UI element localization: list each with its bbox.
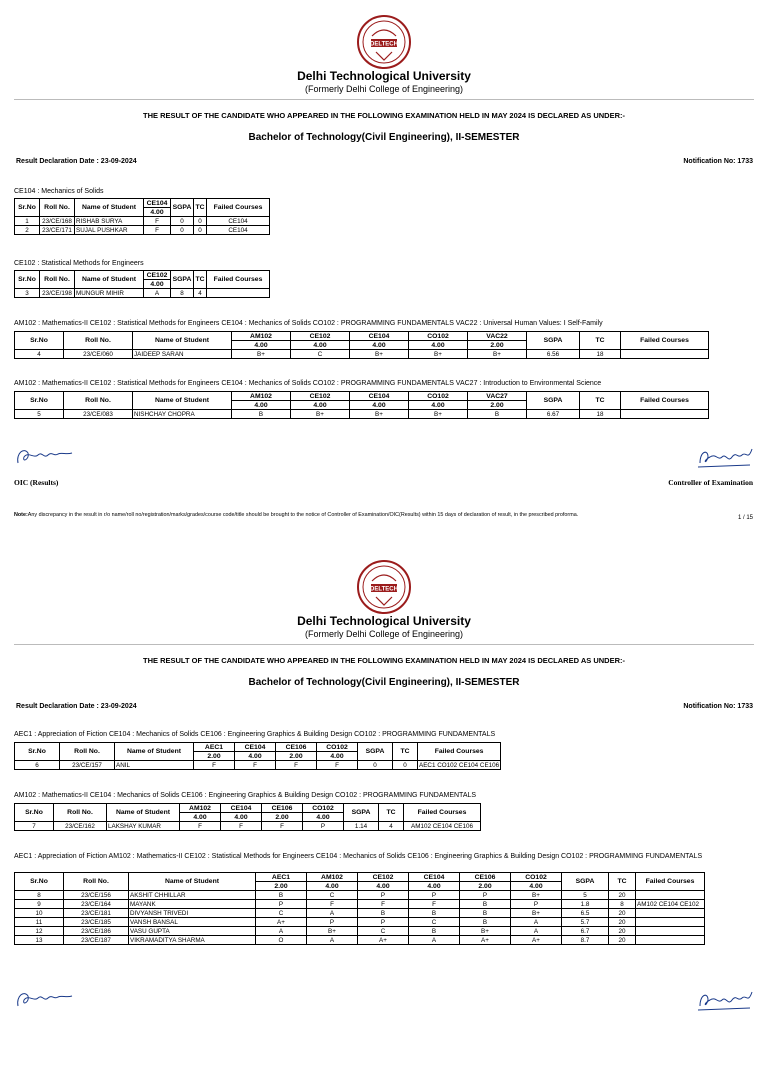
cell-srno: 5 — [15, 410, 64, 419]
cell-srno: 1 — [15, 217, 40, 226]
result-table — [14, 270, 270, 298]
course-credit: 4.00 — [144, 280, 171, 289]
course-credit: 2.00 — [468, 401, 527, 410]
col-course: CE104 — [409, 873, 460, 882]
col-failed: Failed Courses — [404, 804, 481, 822]
cell-roll: 23/CE/186 — [64, 927, 129, 936]
col-sgpa: SGPA — [562, 873, 609, 891]
col-name: Name of Student — [107, 804, 180, 822]
col-tc: TC — [379, 804, 404, 822]
table-row — [15, 410, 709, 419]
cell-grade: O — [256, 936, 307, 945]
result-table — [14, 872, 705, 945]
col-course: CE102 — [291, 332, 350, 341]
page-number: 1 / 15 — [737, 515, 753, 521]
cell-sgpa: 1.14 — [344, 822, 379, 831]
col-sgpa: SGPA — [171, 199, 194, 217]
col-srno: Sr.No — [15, 271, 40, 289]
note-text: Any discrepancy in the result in r/o name/roll no/registration/marks/grades/course code/title should be brought to the notice of Controller of Examination/OIC(Results) within 15 days of declaration of result, in the prescribed proforma. — [27, 512, 579, 518]
col-roll: Roll No. — [40, 271, 75, 289]
course-credit: 4.00 — [303, 813, 344, 822]
cell-grade: A — [511, 918, 562, 927]
course-credit: 4.00 — [358, 882, 409, 891]
result-table — [14, 742, 501, 770]
cell-roll: 23/CE/187 — [64, 936, 129, 945]
cell-grade: B+ — [468, 350, 527, 359]
course-list-title: AEC1 : Appreciation of Fiction CE104 : Mechanics of Solids CE106 : Engineering Graphics & Building Design CO102 : PROGRAMMING FUNDAMENTALS — [14, 731, 496, 738]
col-name: Name of Student — [133, 332, 232, 350]
cell-tc: 20 — [609, 909, 636, 918]
cell-srno: 2 — [15, 226, 40, 235]
dtu-logo-icon — [356, 14, 412, 70]
cell-tc: 20 — [609, 936, 636, 945]
col-srno: Sr.No — [15, 199, 40, 217]
table-row — [15, 289, 270, 298]
result-table — [14, 198, 270, 235]
cell-grade: C — [358, 927, 409, 936]
course-credit: 4.00 — [511, 882, 562, 891]
cell-grade: B — [232, 410, 291, 419]
cell-name: NISHCHAY CHOPRA — [133, 410, 232, 419]
col-tc: TC — [609, 873, 636, 891]
course-credit: 4.00 — [235, 752, 276, 761]
col-failed: Failed Courses — [418, 743, 501, 761]
course-list-title: AM102 : Mathematics-II CE102 : Statistical Methods for Engineers CE104 : Mechanics of Solids CO102 : PROGRAMMING FUNDAMENTALS VAC27 : Introduction to Environmental Science — [14, 380, 602, 387]
divider — [14, 99, 754, 100]
cell-grade: B+ — [232, 350, 291, 359]
course-credit: 4.00 — [317, 752, 358, 761]
course-list-title: CE102 : Statistical Methods for Engineers — [14, 260, 144, 267]
col-srno: Sr.No — [15, 804, 54, 822]
cell-failed — [207, 289, 270, 298]
cell-roll: 23/CE/060 — [64, 350, 133, 359]
cell-grade: B — [460, 909, 511, 918]
cell-roll: 23/CE/162 — [54, 822, 107, 831]
col-failed: Failed Courses — [636, 873, 705, 891]
table-row — [15, 927, 705, 936]
cell-srno: 9 — [15, 900, 64, 909]
cell-tc: 18 — [580, 350, 621, 359]
cell-tc: 20 — [609, 927, 636, 936]
cell-name: VANSH BANSAL — [129, 918, 256, 927]
cell-srno: 6 — [15, 761, 60, 770]
cell-srno: 10 — [15, 909, 64, 918]
cell-tc: 18 — [580, 410, 621, 419]
cell-grade: B+ — [460, 927, 511, 936]
col-course: CE104 — [235, 743, 276, 752]
cell-sgpa: 1.8 — [562, 900, 609, 909]
col-course: CE104 — [144, 199, 171, 208]
col-roll: Roll No. — [64, 392, 133, 410]
cell-grade: A — [256, 927, 307, 936]
cell-grade: B+ — [511, 909, 562, 918]
cell-roll: 23/CE/185 — [64, 918, 129, 927]
col-name: Name of Student — [129, 873, 256, 891]
program-title: Bachelor of Technology(Civil Engineering), II-SEMESTER — [248, 132, 520, 143]
table-row — [15, 761, 501, 770]
cell-srno: 8 — [15, 891, 64, 900]
cell-sgpa: 5 — [562, 891, 609, 900]
col-course: CE104 — [221, 804, 262, 813]
course-credit: 4.00 — [350, 341, 409, 350]
cell-grade: B — [460, 918, 511, 927]
course-credit: 4.00 — [180, 813, 221, 822]
col-course: CE104 — [350, 392, 409, 401]
cell-grade: P — [307, 918, 358, 927]
cell-name: MAYANK — [129, 900, 256, 909]
course-list-title: CE104 : Mechanics of Solids — [14, 188, 104, 195]
course-credit: 4.00 — [409, 882, 460, 891]
course-credit: 4.00 — [291, 341, 350, 350]
cell-grade: A+ — [511, 936, 562, 945]
result-table — [14, 391, 709, 419]
cell-grade: F — [307, 900, 358, 909]
cell-grade: B — [409, 927, 460, 936]
cell-grade: A+ — [460, 936, 511, 945]
course-credit: 2.00 — [276, 752, 317, 761]
cell-grade: A — [307, 936, 358, 945]
col-course: CO102 — [409, 392, 468, 401]
col-tc: TC — [580, 392, 621, 410]
cell-grade: F — [235, 761, 276, 770]
col-course: CO102 — [409, 332, 468, 341]
course-credit: 2.00 — [468, 341, 527, 350]
cell-grade: P — [511, 900, 562, 909]
col-name: Name of Student — [115, 743, 194, 761]
col-roll: Roll No. — [60, 743, 115, 761]
cell-failed — [621, 350, 709, 359]
logo-lettering: DELTECH — [370, 41, 398, 48]
table-row — [15, 909, 705, 918]
cell-name: AKSHIT CHHILLAR — [129, 891, 256, 900]
col-roll: Roll No. — [64, 873, 129, 891]
col-srno: Sr.No — [15, 743, 60, 761]
col-tc: TC — [580, 332, 621, 350]
cell-srno: 12 — [15, 927, 64, 936]
cell-sgpa: 6.7 — [562, 927, 609, 936]
cell-grade: F — [317, 761, 358, 770]
cell-roll: 23/CE/164 — [64, 900, 129, 909]
col-sgpa: SGPA — [171, 271, 194, 289]
course-credit: 4.00 — [232, 341, 291, 350]
cell-name: RISHAB SURYA — [75, 217, 144, 226]
cell-roll: 23/CE/156 — [64, 891, 129, 900]
course-credit: 4.00 — [144, 208, 171, 217]
col-name: Name of Student — [133, 392, 232, 410]
controller-label: Controller of Examination — [668, 478, 753, 487]
cell-grade: A — [409, 936, 460, 945]
cell-name: SUJAL PUSHKAR — [75, 226, 144, 235]
cell-grade: C — [291, 350, 350, 359]
cell-name: VIKRAMADITYA SHARMA — [129, 936, 256, 945]
formerly-name: (Formerly Delhi College of Engineering) — [304, 629, 464, 639]
cell-failed: AM102 CE104 CE102 — [636, 900, 705, 909]
cell-grade: C — [409, 918, 460, 927]
cell-name: MUNGUR MIHIR — [75, 289, 144, 298]
cell-sgpa: 8.7 — [562, 936, 609, 945]
cell-srno: 4 — [15, 350, 64, 359]
cell-grade: A — [511, 927, 562, 936]
course-credit: 4.00 — [291, 401, 350, 410]
col-course: VAC22 — [468, 332, 527, 341]
cell-grade: P — [303, 822, 344, 831]
col-srno: Sr.No — [15, 392, 64, 410]
cell-grade: B+ — [409, 350, 468, 359]
cell-grade: P — [358, 891, 409, 900]
col-course: CO102 — [317, 743, 358, 752]
col-course: CO102 — [303, 804, 344, 813]
cell-tc: 20 — [609, 891, 636, 900]
cell-sgpa: 6.5 — [562, 909, 609, 918]
cell-roll: 23/CE/171 — [40, 226, 75, 235]
col-sgpa: SGPA — [527, 332, 580, 350]
cell-roll: 23/CE/198 — [40, 289, 75, 298]
cell-grade: P — [256, 900, 307, 909]
table-row — [15, 822, 481, 831]
col-sgpa: SGPA — [527, 392, 580, 410]
oic-signature-icon — [14, 443, 76, 469]
col-course: AM102 — [232, 392, 291, 401]
cell-grade: F — [409, 900, 460, 909]
cell-grade: F — [262, 822, 303, 831]
university-name: Delhi Technological University — [297, 69, 471, 83]
cell-name: VASU GUPTA — [129, 927, 256, 936]
cell-grade: F — [144, 226, 171, 235]
col-srno: Sr.No — [15, 332, 64, 350]
course-credit: 4.00 — [232, 401, 291, 410]
col-failed: Failed Courses — [207, 271, 270, 289]
cell-sgpa: 5.7 — [562, 918, 609, 927]
controller-signature-icon — [694, 986, 754, 1014]
course-credit: 4.00 — [350, 401, 409, 410]
cell-name: LAKSHAY KUMAR — [107, 822, 180, 831]
cell-failed — [636, 936, 705, 945]
cell-sgpa: 0 — [358, 761, 393, 770]
dtu-logo-icon — [356, 559, 412, 615]
table-row — [15, 226, 270, 235]
cell-grade: B+ — [307, 927, 358, 936]
course-credit: 2.00 — [262, 813, 303, 822]
col-tc: TC — [194, 271, 207, 289]
cell-failed: CE104 — [207, 226, 270, 235]
col-course: CO102 — [511, 873, 562, 882]
university-name: Delhi Technological University — [297, 614, 471, 628]
cell-failed — [636, 891, 705, 900]
cell-grade: F — [194, 761, 235, 770]
col-course: AM102 — [180, 804, 221, 813]
col-sgpa: SGPA — [358, 743, 393, 761]
cell-failed — [636, 918, 705, 927]
cell-failed: CE104 — [207, 217, 270, 226]
course-credit: 4.00 — [307, 882, 358, 891]
cell-grade: F — [144, 217, 171, 226]
course-list-title: AM102 : Mathematics-II CE104 : Mechanics of Solids CE106 : Engineering Graphics & Building Design CO102 : PROGRAMMING FUNDAMENTALS — [14, 792, 477, 799]
cell-grade: B+ — [291, 410, 350, 419]
cell-grade: A — [307, 909, 358, 918]
cell-grade: B+ — [350, 350, 409, 359]
col-course: AEC1 — [194, 743, 235, 752]
result-header: THE RESULT OF THE CANDIDATE WHO APPEARED IN THE FOLLOWING EXAMINATION HELD IN MAY 2024 IS DECLARED AS UNDER:- — [143, 111, 625, 120]
cell-name: DIVYANSH TRIVEDI — [129, 909, 256, 918]
col-course: CE106 — [262, 804, 303, 813]
cell-sgpa: 6.67 — [527, 410, 580, 419]
declaration-date: Result Declaration Date : 23-09-2024 — [16, 158, 137, 165]
cell-failed — [636, 927, 705, 936]
course-credit: 4.00 — [409, 341, 468, 350]
course-credit: 2.00 — [460, 882, 511, 891]
cell-failed: AM102 CE104 CE106 — [404, 822, 481, 831]
cell-grade: B — [468, 410, 527, 419]
cell-tc: 8 — [609, 900, 636, 909]
logo-lettering: DELTECH — [370, 586, 398, 593]
col-tc: TC — [393, 743, 418, 761]
cell-grade: C — [307, 891, 358, 900]
table-row — [15, 900, 705, 909]
cell-grade: F — [276, 761, 317, 770]
cell-grade: F — [221, 822, 262, 831]
disclaimer-note — [14, 512, 654, 519]
oic-signature-icon — [14, 986, 76, 1012]
col-name: Name of Student — [75, 271, 144, 289]
cell-roll: 23/CE/181 — [64, 909, 129, 918]
cell-srno: 11 — [15, 918, 64, 927]
result-header: THE RESULT OF THE CANDIDATE WHO APPEARED IN THE FOLLOWING EXAMINATION HELD IN MAY 2024 IS DECLARED AS UNDER:- — [143, 656, 625, 665]
course-credit: 2.00 — [256, 882, 307, 891]
cell-sgpa: 6.56 — [527, 350, 580, 359]
col-course: AM102 — [307, 873, 358, 882]
col-roll: Roll No. — [54, 804, 107, 822]
col-name: Name of Student — [75, 199, 144, 217]
cell-grade: P — [460, 891, 511, 900]
cell-tc: 4 — [379, 822, 404, 831]
cell-sgpa: 0 — [171, 226, 194, 235]
cell-failed: AEC1 CO102 CE104 CE106 — [419, 761, 500, 769]
col-failed: Failed Courses — [621, 392, 709, 410]
cell-grade: A — [144, 289, 171, 298]
col-failed: Failed Courses — [621, 332, 709, 350]
notification-number: Notification No: 1733 — [683, 158, 753, 165]
cell-srno: 7 — [15, 822, 54, 831]
cell-grade: B — [358, 909, 409, 918]
cell-tc: 4 — [194, 289, 207, 298]
course-credit: 4.00 — [409, 401, 468, 410]
divider — [14, 644, 754, 645]
course-credit: 2.00 — [194, 752, 235, 761]
col-sgpa: SGPA — [344, 804, 379, 822]
cell-grade: B+ — [350, 410, 409, 419]
controller-signature-icon — [694, 443, 754, 471]
table-row — [15, 918, 705, 927]
result-page-2 — [0, 545, 768, 1090]
col-course: CE102 — [358, 873, 409, 882]
cell-grade: B+ — [511, 891, 562, 900]
cell-srno: 13 — [15, 936, 64, 945]
col-course: CE106 — [276, 743, 317, 752]
col-course: VAC27 — [468, 392, 527, 401]
cell-grade: A+ — [358, 936, 409, 945]
cell-sgpa: 8 — [171, 289, 194, 298]
col-tc: TC — [194, 199, 207, 217]
col-course: AEC1 — [256, 873, 307, 882]
cell-grade: B — [409, 909, 460, 918]
course-credit: 4.00 — [221, 813, 262, 822]
cell-grade: F — [180, 822, 221, 831]
result-table — [14, 803, 481, 831]
declaration-date: Result Declaration Date : 23-09-2024 — [16, 703, 137, 710]
col-failed: Failed Courses — [207, 199, 270, 217]
cell-srno: 3 — [15, 289, 40, 298]
cell-sgpa: 0 — [171, 217, 194, 226]
cell-grade: B — [256, 891, 307, 900]
col-course: CE102 — [144, 271, 171, 280]
cell-grade: B — [460, 900, 511, 909]
cell-failed — [636, 909, 705, 918]
table-row — [15, 217, 270, 226]
cell-grade: C — [256, 909, 307, 918]
cell-roll: 23/CE/157 — [60, 761, 115, 770]
cell-grade: B+ — [409, 410, 468, 419]
cell-grade: P — [409, 891, 460, 900]
notification-number: Notification No: 1733 — [683, 703, 753, 710]
col-roll: Roll No. — [40, 199, 75, 217]
cell-grade: F — [358, 900, 409, 909]
cell-tc: 0 — [194, 217, 207, 226]
course-list-title: AEC1 : Appreciation of Fiction AM102 : Mathematics-II CE102 : Statistical Methods for Engineers CE104 : Mechanics of Solids CE106 : Engineering Graphics & Building Design CO102 : PROGRAMMING FUNDAMENTALS — [14, 853, 703, 860]
cell-tc: 0 — [194, 226, 207, 235]
col-srno: Sr.No — [15, 873, 64, 891]
table-row — [15, 350, 709, 359]
cell-tc: 20 — [609, 918, 636, 927]
col-course: CE106 — [460, 873, 511, 882]
table-row — [15, 891, 705, 900]
col-course: AM102 — [232, 332, 291, 341]
col-course: CE104 — [350, 332, 409, 341]
cell-roll: 23/CE/168 — [40, 217, 75, 226]
cell-grade: P — [358, 918, 409, 927]
cell-name: JAIDEEP SARAN — [133, 350, 232, 359]
cell-failed — [621, 410, 709, 419]
oic-label: OIC (Results) — [14, 478, 59, 487]
table-row — [15, 936, 705, 945]
formerly-name: (Formerly Delhi College of Engineering) — [304, 84, 464, 94]
col-course: CE102 — [291, 392, 350, 401]
note-label: Note: — [14, 512, 28, 518]
program-title: Bachelor of Technology(Civil Engineering), II-SEMESTER — [248, 677, 520, 688]
result-table — [14, 331, 709, 359]
cell-roll: 23/CE/083 — [64, 410, 133, 419]
course-list-title: AM102 : Mathematics-II CE102 : Statistical Methods for Engineers CE104 : Mechanics of Solids CO102 : PROGRAMMING FUNDAMENTALS VAC22 : Universal Human Values: I Self-Family — [14, 320, 603, 327]
cell-grade: A+ — [256, 918, 307, 927]
cell-tc: 0 — [393, 761, 418, 770]
col-roll: Roll No. — [64, 332, 133, 350]
cell-name: ANIL — [115, 761, 194, 770]
